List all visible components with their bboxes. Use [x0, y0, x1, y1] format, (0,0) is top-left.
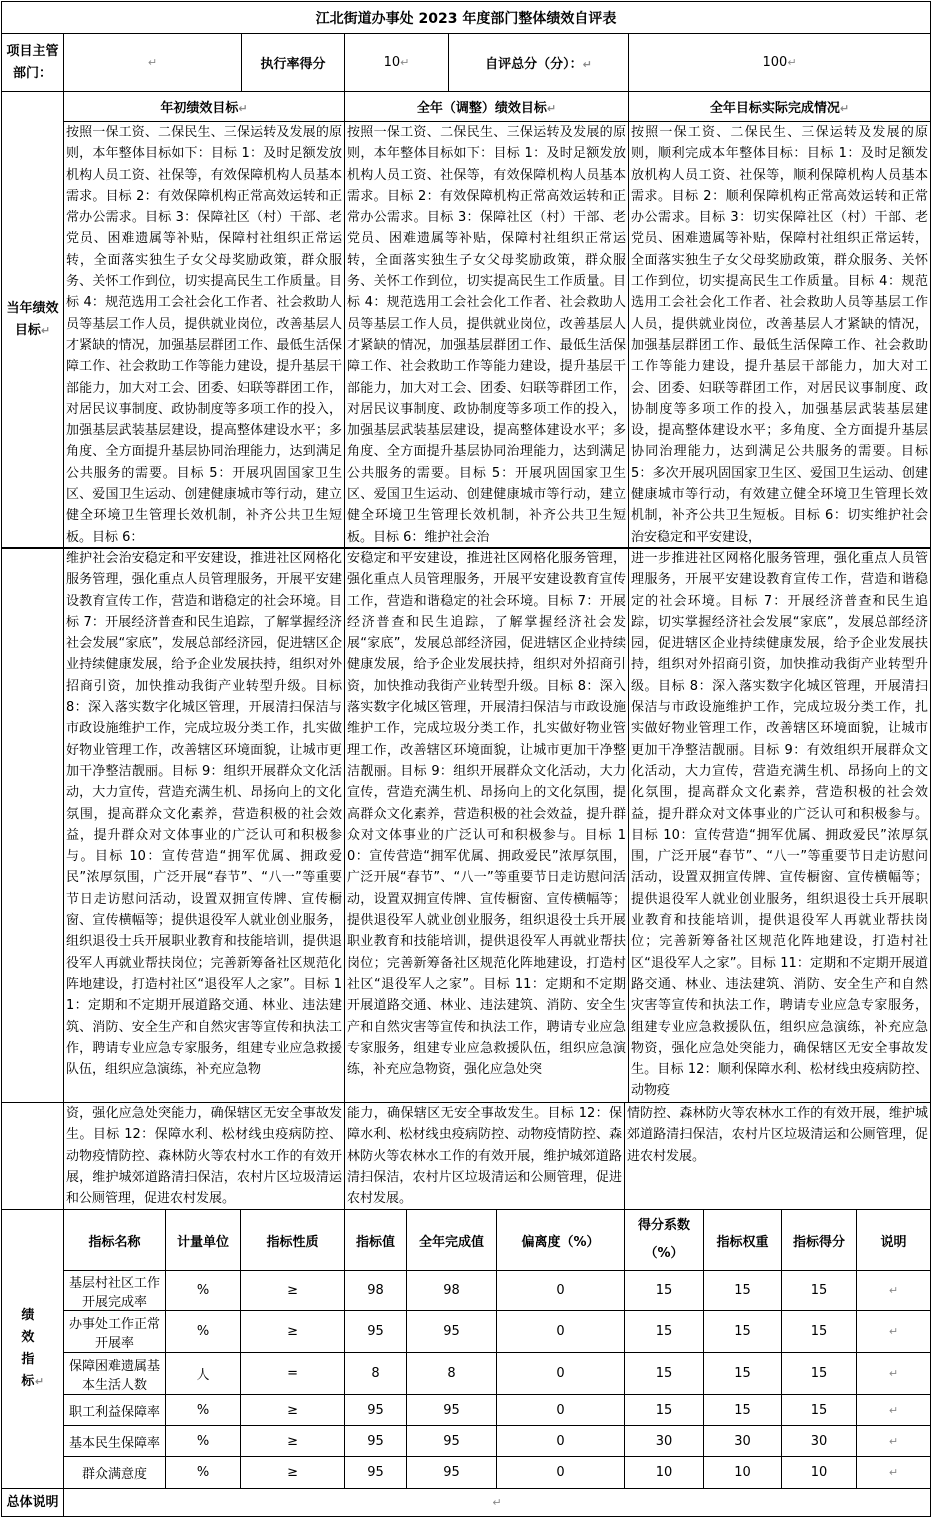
initial-goals-text-1: 按照一保工资、二保民生、三保运转及发展的原则，本年整体目标如下：目标 1：及时足额发放机构人员工资、社保等，有效保障机构人员基本需求。目标 2：有效保障机构正常高效运转和正常办公需求。目标 3：保障社区（村）干部、老党员、困难遗属等补贴，保障村社组织正常运转，全面落实独生子女父母奖励政策，群众服务、关怀工作到位，切实提高民生工作质量。目标 4：规范选用工会社会化工作者、社会救助人员等基层工作人员，提供就业岗位，改善基层人才紧缺的情况，加强基层群团工作、最低生活保障工作、社会救助工作等能力建设，提升基层干部能力，加大对工会、团委、妇联等群团工作，对居民议事制度、政协制度等多项工作的投入，加强基层武装基层建设，提高整体建设水平；多角度、全方面提升基层协同治理能力，达到满足公共服务的需要。目标 5：开展巩固国家卫生区、爱国卫生运动、创建健康城市等行动，建立健全环境卫生管理长效机制，补齐公共卫生短板。目标 6： [64, 122, 345, 549]
indicator-deviation: 0 [497, 1457, 625, 1489]
goals-label-cell-continued [2, 1103, 64, 1210]
paragraph-mark-icon: ↵ [400, 56, 410, 69]
indicator-target: 95 [345, 1426, 407, 1457]
goals-label-cell-continued [2, 548, 64, 1103]
paragraph-mark-icon: ↵ [40, 323, 51, 337]
indicator-unit: % [166, 1311, 241, 1353]
indicator-header-actual: 全年完成值 [407, 1210, 497, 1271]
table-row [2, 1353, 931, 1395]
table-row [2, 1426, 931, 1457]
indicator-header-target: 指标值 [345, 1210, 407, 1271]
indicator-weight: 15 [704, 1271, 782, 1311]
total-value-text: 100 [762, 55, 788, 70]
indicator-score: 15 [782, 1395, 857, 1426]
indicator-actual: 95 [407, 1395, 497, 1426]
indicator-deviation: 0 [497, 1395, 625, 1426]
col-initial-goals-text: 年初绩效目标 [160, 101, 239, 116]
dept-value [64, 34, 242, 92]
indicator-coefficient: 15 [625, 1311, 704, 1353]
indicator-header-weight: 指标权重 [704, 1210, 782, 1271]
indicator-nature: = [241, 1353, 345, 1395]
indicator-score: 15 [782, 1311, 857, 1353]
paragraph-mark-icon: ↵ [787, 56, 797, 69]
indicator-unit: 人 [166, 1353, 241, 1395]
actual-completion-text-1: 按照一保工资、二保民生、三保运转及发展的原则，顺利完成本年整体目标：目标 1：及时足额发放机构人员工资、社保等，顺利保障机构人员基本需求。目标 2：顺利保障机构正常高效运转和正常办公需求。目标 3：切实保障社区（村）干部、老党员、困难遗属等补贴，保障村社组织正常运转，全面落实独生子女父母奖励政策，群众服务、关怀工作到位，切实提高民生工作质量。目标 4：规范选用工会社会化工作者、社会救助人员等基层工作人员，提供就业岗位，改善基层人才紧缺的情况，加强基层群团工作、最低生活保障工作、社会救助工作等能力建设，提升基层干部能力，加大对工会、团委、妇联等群团工作，对居民议事制度、政协制度等多项工作的投入，加强基层武装基层建设，提高整体建设水平；多角度、全方面提升基层协同治理能力，达到满足公共服务的需要。目标 5：多次开展巩固国家卫生区、爱国卫生运动、创建健康城市等行动，有效建立健全环境卫生管理长效机制，补齐公共卫生短板。目标 6：切实维护社会治安稳定和平安建设， [629, 122, 931, 549]
indicator-name: 保障困难遗属基本生活人数 [64, 1353, 166, 1395]
actual-completion-text-3: 情防控、森林防火等农林水工作的有效开展，维护城郊道路清扫保洁，农村片区垃圾清运和公厕管理，促进农村发展。 [625, 1103, 931, 1210]
table-row [2, 1395, 931, 1426]
indicator-weight: 30 [704, 1426, 782, 1457]
indicator-unit: % [166, 1395, 241, 1426]
indicator-unit: % [166, 1457, 241, 1489]
indicator-target: 95 [345, 1311, 407, 1353]
indicator-header-score: 指标得分 [782, 1210, 857, 1271]
indicator-header-note: 说明 [857, 1210, 931, 1271]
indicator-note [857, 1311, 931, 1353]
indicator-note [857, 1353, 931, 1395]
indicator-unit: % [166, 1426, 241, 1457]
table-row [2, 1271, 931, 1311]
indicator-deviation: 0 [497, 1271, 625, 1311]
total-label [449, 34, 629, 92]
indicator-name: 职工利益保障率 [64, 1395, 166, 1426]
indicator-deviation: 0 [497, 1426, 625, 1457]
indicator-header-nature: 指标性质 [241, 1210, 345, 1271]
indicator-note [857, 1395, 931, 1426]
indicator-actual: 98 [407, 1271, 497, 1311]
evaluation-table-part1 [1, 1, 931, 549]
indicator-note [857, 1426, 931, 1457]
indicator-target: 98 [345, 1271, 407, 1311]
col-adjusted-goals [345, 92, 629, 122]
indicator-deviation: 0 [497, 1311, 625, 1353]
indicator-name: 基层村社区工作开展完成率 [64, 1271, 166, 1311]
initial-goals-text-3: 资，强化应急处突能力，确保辖区无安全事故发生。目标 12：保障水利、松材线虫疫病防控、动物疫情防控、森林防火等农村水工作的有效开展，维护城郊道路清扫保洁，农村片区垃圾清运和公厕管理，促进农村发展。 [64, 1103, 345, 1210]
indicator-nature: ≥ [241, 1457, 345, 1489]
paragraph-mark-icon: ↵ [839, 102, 850, 115]
dept-label: 项目主管部门： [2, 34, 64, 92]
paragraph-mark-icon: ↵ [582, 58, 592, 71]
table-row [2, 1457, 931, 1489]
indicator-nature: ≥ [241, 1311, 345, 1353]
paragraph-mark-icon: ↵ [238, 102, 248, 115]
indicator-coefficient: 15 [625, 1271, 704, 1311]
indicator-weight: 15 [704, 1353, 782, 1395]
rate-label: 执行率得分 [242, 34, 345, 92]
adjusted-goals-text-3: 能力，确保辖区无安全事故发生。目标 12：保障水利、松材线虫疫病防控、动物疫情防控、森林防火等农林水工作的有效开展，维护城郊道路清扫保洁，农村片区垃圾清运和公厕管理，促进农村发展。 [345, 1103, 625, 1210]
form-title: 江北街道办事处 2023 年度部门整体绩效自评表 [2, 2, 931, 34]
indicator-actual: 95 [407, 1457, 497, 1489]
indicator-score: 10 [782, 1457, 857, 1489]
indicator-note [857, 1457, 931, 1489]
indicators-section-label-text: 绩效指标 [21, 1308, 35, 1390]
goals-section-label-text: 当年绩效目标 [6, 300, 59, 338]
indicator-target: 95 [345, 1395, 407, 1426]
indicator-name: 基本民生保障率 [64, 1426, 166, 1457]
indicator-name: 办事处工作正常开展率 [64, 1311, 166, 1353]
total-value [629, 34, 931, 92]
col-actual-completion [629, 92, 931, 122]
goals-section-label [2, 92, 64, 549]
paragraph-mark-icon: ↵ [888, 1284, 899, 1298]
paragraph-mark-icon: ↵ [888, 1367, 899, 1381]
indicator-header-name: 指标名称 [64, 1210, 166, 1271]
indicator-weight: 10 [704, 1457, 782, 1489]
summary-value [64, 1489, 931, 1517]
indicator-weight: 15 [704, 1311, 782, 1353]
paragraph-mark-icon: ↵ [888, 1403, 899, 1417]
indicator-actual: 8 [407, 1353, 497, 1395]
indicator-header-deviation: 偏离度（%） [497, 1210, 625, 1271]
actual-completion-text-2: 进一步推进社区网格化服务管理，强化重点人员管理服务，开展平安建设教育宣传工作，营造和谐稳定的社会环境。目标 7：开展经济普查和民生追踪，切实掌握经济社会发展“家底”，发展总部经济园，促进辖区企业持续健康发展，给予企业发展扶持，组织对外招商引资，加快推动我街产业转型升级。目标 8：深入落实数字化城区管理，开展清扫保洁与市政设施维护工作，完成垃圾分类工作，扎实做好物业管理工作，改善辖区环境面貌，让城市更加干净整洁靓丽。目标 9：有效组织开展群众文化活动，大力宣传，营造充满生机、昂扬向上的文化氛围，提高群众文化素养，营造积极的社会效益，提升群众对文体事业的广泛认可和积极参与。目标 10：宣传营造“拥军优属、拥政爱民”浓厚氛围，广泛开展“春节”、“八一”等重要节日走访慰问活动，设置双拥宣传牌、宣传橱窗、宣传横幅等；提供退役军人就业创业服务，组织退役士兵开展职业教育和技能培训，提供退役军人再就业帮扶岗位；完善新筹备社区规范化阵地建设，打造村社区“退役军人之家”。目标 11：定期和不定期开展道路交通、林业、违法建筑、消防、安全生产和自然灾害等宣传和执法工作，聘请专业应急专家服务，组建专业应急救援队伍，组织应急演练，补充应急物资，强化应急处突能力，确保辖区无安全事故发生。目标 12：顺利保障水利、松材线虫疫病防控、动物疫 [629, 548, 931, 1103]
indicator-note [857, 1271, 931, 1311]
paragraph-mark-icon: ↵ [492, 1496, 502, 1510]
indicator-score: 30 [782, 1426, 857, 1457]
paragraph-mark-icon: ↵ [888, 1434, 899, 1448]
table-row [2, 1311, 931, 1353]
evaluation-table-part3 [1, 1102, 931, 1517]
paragraph-mark-icon: ↵ [888, 1325, 899, 1339]
indicator-target: 95 [345, 1457, 407, 1489]
col-actual-completion-text: 全年目标实际完成情况 [709, 101, 840, 116]
indicator-score: 15 [782, 1353, 857, 1395]
paragraph-mark-icon: ↵ [147, 56, 158, 69]
indicator-actual: 95 [407, 1311, 497, 1353]
evaluation-table-part2 [1, 547, 931, 1103]
indicator-score: 15 [782, 1271, 857, 1311]
indicator-header-coefficient: 得分系数（%） [625, 1210, 704, 1271]
indicator-target: 8 [345, 1353, 407, 1395]
indicator-coefficient: 30 [625, 1426, 704, 1457]
indicator-coefficient: 15 [625, 1395, 704, 1426]
indicator-weight: 15 [704, 1395, 782, 1426]
rate-value [345, 34, 449, 92]
indicator-nature: ≥ [241, 1271, 345, 1311]
paragraph-mark-icon: ↵ [546, 102, 557, 115]
adjusted-goals-text-1: 按照一保工资、二保民生、三保运转及发展的原则，本年整体目标如下：目标 1：及时足额发放机构人员工资、社保等，有效保障机构人员基本需求。目标 2：有效保障机构正常高效运转和正常办公需求。目标 3：保障社区（村）干部、老党员、困难遗属等补贴，保障村社组织正常运转，全面落实独生子女父母奖励政策，群众服务、关怀工作到位，切实提高民生工作质量。目标 4：规范选用工会社会化工作者、社会救助人员等基层工作人员，提供就业岗位，改善基层人才紧缺的情况，加强基层群团工作、最低生活保障工作、社会救助工作等能力建设，提升基层干部能力，加大对工会、团委、妇联等群团工作，对居民议事制度、政协制度等多项工作的投入，加强基层武装基层建设，提高整体建设水平；多角度、全方面提升基层协同治理能力，达到满足公共服务的需要。目标 5：开展巩固国家卫生区、爱国卫生运动、创建健康城市等行动，建立健全环境卫生管理长效机制，补齐公共卫生短板。目标 6：维护社会治 [345, 122, 629, 549]
rate-value-text: 10 [383, 55, 401, 70]
indicator-deviation: 0 [497, 1353, 625, 1395]
indicator-nature: ≥ [241, 1426, 345, 1457]
summary-label: 总体说明 [2, 1489, 64, 1517]
adjusted-goals-text-2: 安稳定和平安建设，推进社区网格化服务管理，强化重点人员管理服务，开展平安建设教育宣传工作，营造和谐稳定的社会环境。目标 7：开展经济普查和民生追踪，了解掌握经济社会发展“家底”，发展总部经济园，促进辖区企业持续健康发展，给予企业发展扶持，组织对外招商引资，加快推动我街产业转型升级。目标 8：深入落实数字化城区管理，开展清扫保洁与市政设施维护工作，完成垃圾分类工作，扎实做好物业管理工作，改善辖区环境面貌，让城市更加干净整洁靓丽。目标 9：组织开展群众文化活动，大力宣传，营造充满生机、昂扬向上的文化氛围，提高群众文化素养，营造积极的社会效益，提升群众对文体事业的广泛认可和积极参与。目标 10：宣传营造“拥军优属、拥政爱民”浓厚氛围，广泛开展“春节”、“八一”等重要节日走访慰问活动，设置双拥宣传牌、宣传橱窗、宣传横幅等；提供退役军人就业创业服务，组织退役士兵开展职业教育和技能培训，提供退役军人再就业帮扶岗位；完善新筹备社区规范化阵地建设，打造村社区“退役军人之家”。目标 11：定期和不定期开展道路交通、林业、违法建筑、消防、安全生产和自然灾害等宣传和执法工作，聘请专业应急专家服务，组建专业应急救援队伍，组织应急演练，补充应急物资，强化应急处突 [345, 548, 629, 1103]
indicators-section-label [2, 1210, 64, 1489]
indicator-actual: 95 [407, 1426, 497, 1457]
indicator-coefficient: 15 [625, 1353, 704, 1395]
indicator-nature: ≥ [241, 1395, 345, 1426]
indicator-name: 群众满意度 [64, 1457, 166, 1489]
indicator-coefficient: 10 [625, 1457, 704, 1489]
paragraph-mark-icon: ↵ [34, 1375, 45, 1389]
paragraph-mark-icon: ↵ [888, 1466, 899, 1480]
col-adjusted-goals-text: 全年（调整）绩效目标 [416, 101, 547, 116]
indicator-header-unit: 计量单位 [166, 1210, 241, 1271]
col-initial-goals [64, 92, 345, 122]
initial-goals-text-2: 维护社会治安稳定和平安建设，推进社区网格化服务管理，强化重点人员管理服务，开展平安建设教育宣传工作，营造和谐稳定的社会环境。目标 7：开展经济普查和民生追踪，了解掌握经济社会发展“家底”，发展总部经济园，促进辖区企业持续健康发展，给予企业发展扶持，组织对外招商引资，加快推动我街产业转型升级。目标 8：深入落实数字化城区管理，开展清扫保洁与市政设施维护工作，完成垃圾分类工作，扎实做好物业管理工作，改善辖区环境面貌，让城市更加干净整洁靓丽。目标 9：组织开展群众文化活动，大力宣传，营造充满生机、昂扬向上的文化氛围，提高群众文化素养，营造积极的社会效益，提升群众对文体事业的广泛认可和积极参与。目标 10：宣传营造“拥军优属、拥政爱民”浓厚氛围，广泛开展“春节”、“八一”等重要节日走访慰问活动，设置双拥宣传牌、宣传橱窗、宣传横幅等；提供退役军人就业创业服务，组织退役士兵开展职业教育和技能培训，提供退役军人再就业帮扶岗位；完善新筹备社区规范化阵地建设，打造村社区“退役军人之家”。目标 11：定期和不定期开展道路交通、林业、违法建筑、消防、安全生产和自然灾害等宣传和执法工作，聘请专业应急专家服务，组建专业应急救援队伍，组织应急演练，补充应急物 [64, 548, 345, 1103]
indicator-unit: % [166, 1271, 241, 1311]
total-label-text: 自评总分（分）： [485, 57, 583, 72]
